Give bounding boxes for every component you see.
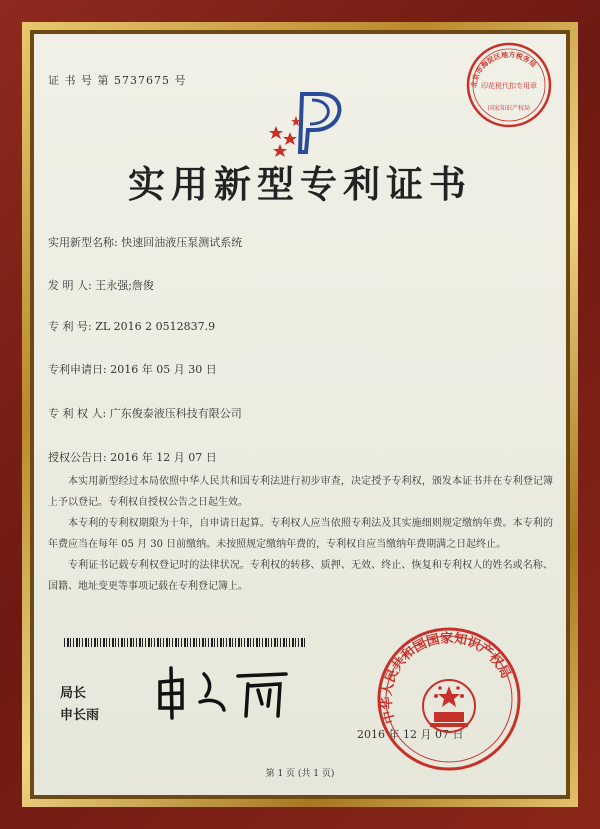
paragraph-grant: 本实用新型经过本局依照中华人民共和国专利法进行初步审查，决定授予专利权，颁发本证书并在专利登记簿上予以登记。专利权自授权公告之日起生效。 — [48, 476, 553, 508]
page-number: 第 1 页 (共 1 页) — [265, 769, 335, 779]
national-seal-text: 中华人民共和国国家知识产权局 — [379, 631, 514, 726]
field-value: 快速回油液压泵测试系统 — [121, 236, 243, 249]
field-value: 王永强;詹俊 — [95, 279, 154, 292]
field-value: ZL 2016 2 0512837.9 — [95, 320, 216, 333]
field-label: 授权公告日: — [48, 451, 107, 464]
national-ipa-seal — [374, 624, 524, 774]
sipo-logo — [266, 90, 346, 160]
field-label: 实用新型名称: — [48, 236, 118, 249]
field-utility-model-name — [48, 234, 242, 250]
tax-seal-bottom-text: 国家知识产权局 — [487, 105, 531, 112]
field-value: 2016 年 12 月 07 日 — [110, 451, 217, 464]
paragraph-registration: 专利证书记载专利权登记时的法律状况。专利权的转移、质押、无效、终止、恢复和专利权人的姓名或名称、国籍、地址变更等事项记载在专利登记簿上。 — [48, 560, 553, 592]
certificate-number: 证 书 号 第 5737675 号 — [48, 74, 187, 87]
certificate-title: 实用新型专利证书 — [128, 162, 472, 206]
paragraph-term: 本专利的专利权期限为十年，自申请日起算。专利权人应当依照专利法及其实施细则规定缴纳年费。本专利的年费应当在每年 05 月 30 日前缴纳。未按照规定缴纳年费的，专利权自应当缴纳年费期满之日起终止。 — [48, 518, 553, 550]
tax-seal-center-text: 印花税代扣专用章 — [481, 82, 537, 90]
issue-date: 2016 年 12 月 07 日 — [357, 728, 464, 741]
field-patentee — [48, 405, 242, 421]
tax-seal-stamp — [464, 40, 554, 130]
certificate-paper — [34, 34, 566, 795]
field-inventor — [48, 277, 154, 293]
director-title: 局长 — [60, 686, 87, 701]
national-emblem-icon — [423, 680, 475, 732]
director-name: 申长雨 — [60, 708, 100, 723]
director-signature — [152, 662, 302, 722]
field-label: 专 利 号: — [48, 320, 92, 333]
field-patent-number — [48, 318, 215, 334]
field-value: 2016 年 05 月 30 日 — [110, 363, 217, 376]
field-label: 发 明 人: — [48, 279, 92, 292]
tax-seal-outer-text: 北京市海淀区地方税务局 — [468, 49, 539, 89]
field-value: 广东俊泰液压科技有限公司 — [109, 407, 242, 420]
field-application-date — [48, 361, 217, 377]
field-label: 专利申请日: — [48, 363, 107, 376]
barcode — [64, 638, 306, 647]
field-label: 专 利 权 人: — [48, 407, 107, 420]
field-grant-date — [48, 449, 217, 465]
certificate-body-text — [48, 471, 553, 597]
